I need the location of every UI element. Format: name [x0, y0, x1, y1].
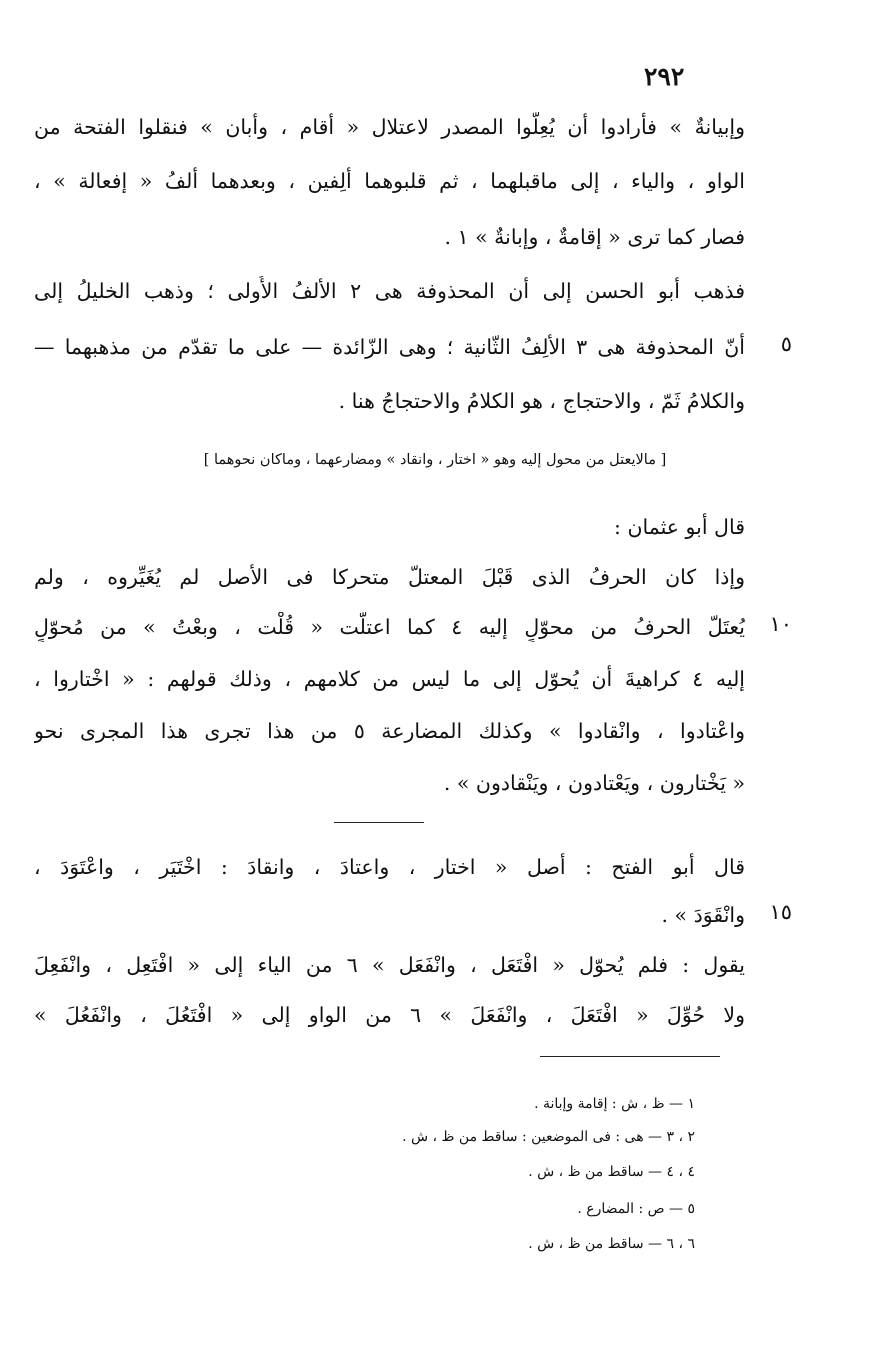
- text-line: وإذا كان الحرفُ الذى قَبْلَ المعتلّ متحركا فى الأصل لم يُغَيِّروه ، ولم: [34, 565, 745, 589]
- text-line: فذهب أبو الحسن إلى أن المحذوفة هى ٢ الألفُ الأُولى ؛ وذهب الخليلُ إلى: [34, 279, 745, 303]
- text-line: أنّ المحذوفة هى ٣ الألِفُ الثّانية ؛ وهى الزّائدة — على ما تقدّم من مذهبهما —: [34, 335, 745, 359]
- text-line: قال أبو عثمان :: [614, 515, 745, 539]
- text-line: إليه ٤ كراهيةَ أن يُحوّل إلى ما ليس من كلامهم ، وذلك قولهم : « اخْتاروا ،: [34, 667, 745, 691]
- section-heading: [ مالايعتل من محول إليه وهو « اختار ، وانقاد » ومضارعهما ، وماكان نحوهما ]: [203, 452, 667, 468]
- line-number: ١٥: [769, 900, 792, 924]
- page-number: ٢٩٢: [644, 62, 685, 91]
- footnote: ٦ ، ٦ — ساقط من ظ ، ش .: [528, 1236, 695, 1252]
- footnote: ٥ — ص : المضارع .: [577, 1201, 695, 1217]
- text-line: قال أبو الفتح : أصل « اختار ، واعتادَ ، وانقادَ : اخْتَيَر ، واعْتَوَدَ ،: [34, 855, 745, 879]
- footnote: ٢ ، ٣ — هى : فى الموضعين : ساقط من ظ ، ش .: [402, 1129, 695, 1145]
- footnote-divider: [540, 1056, 720, 1057]
- footnote: ١ — ظ ، ش : إقامة وإبانة .: [534, 1096, 695, 1112]
- text-line: « يَخْتارون ، ويَعْتادون ، ويَنْقادون » .: [443, 771, 745, 795]
- text-line: واعْتادوا ، وانْقادوا » وكذلك المضارعة ٥ من هذا تجرى هذا المجرى نحو: [34, 719, 745, 743]
- text-line: الواو ، والياء ، إلى ماقبلهما ، ثم قلبوهما ألِفين ، وبعدهما ألفُ « إفعالة » ،: [34, 169, 745, 193]
- text-line: فصار كما ترى « إقامةٌ ، وإبانةٌ » ١ .: [444, 225, 745, 249]
- line-number: ٥: [780, 332, 792, 356]
- text-line: والكلامُ ثَمّ ، والاحتجاج ، هو الكلامُ والاحتجاجُ هنا .: [338, 389, 745, 413]
- text-line: وانْقَوَدَ » .: [661, 903, 745, 927]
- text-line: يُعتَلّ الحرفُ من محوّلٍ إليه ٤ كما اعتلّت « قُلْت ، وبعْتُ » من مُحوّلٍ: [34, 615, 745, 639]
- text-line: وإبيانةٌ » فأرادوا أن يُعِلُّوا المصدر لاعتلال « أقام ، وأبان » فنقلوا الفتحة من: [34, 115, 745, 139]
- line-number: ١٠: [769, 612, 792, 636]
- section-divider: [334, 822, 424, 823]
- text-line: ولا حُوِّلَ « افْتَعَلَ ، وانْفَعَلَ » ٦ من الواو إلى « افْتَعُلَ ، وانْفَعُلَ »: [34, 1003, 745, 1027]
- footnote: ٤ ، ٤ — ساقط من ظ ، ش .: [528, 1164, 695, 1180]
- text-line: يقول : فلم يُحوّل « افْتَعَل ، وانْفَعَل » ٦ من الياء إلى « افْتَعِل ، وانْفَعِلَ: [34, 953, 745, 977]
